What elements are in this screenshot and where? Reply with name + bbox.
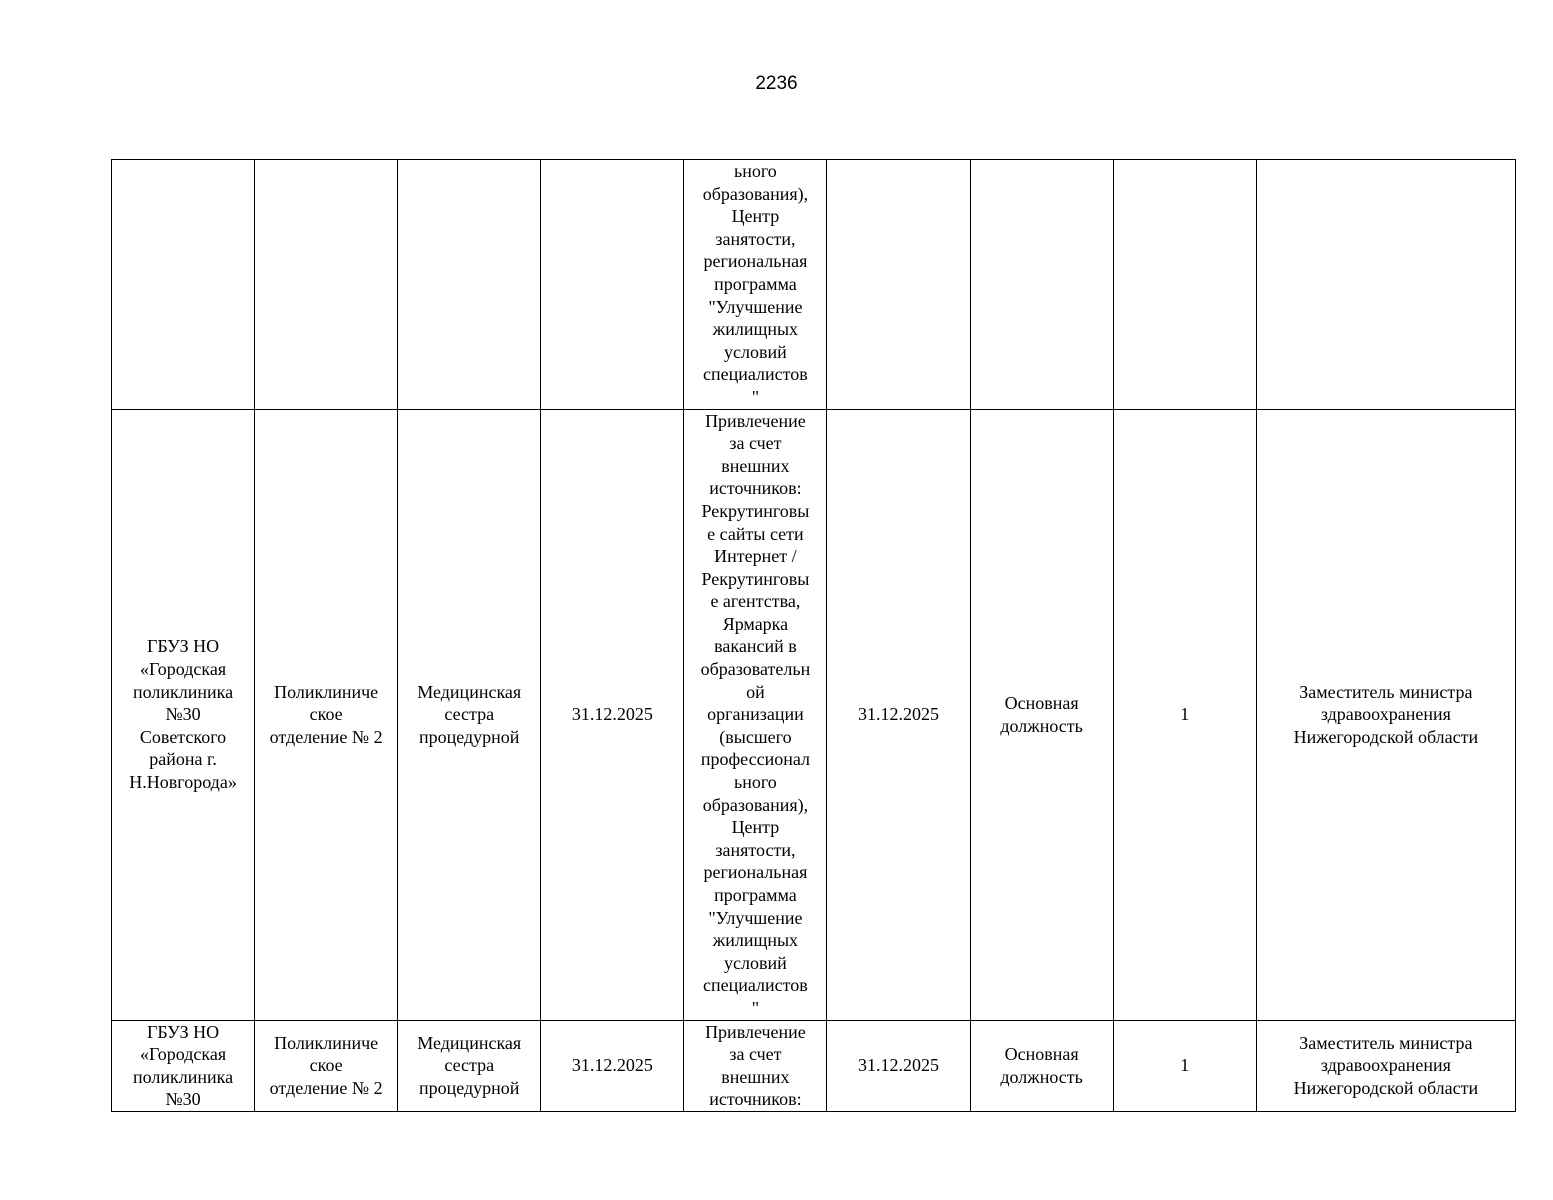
measures-cell: Привлечение за счет внешних источников: bbox=[684, 1020, 827, 1111]
employment-type-cell: Основная должность bbox=[970, 409, 1113, 1020]
organization-cell: ГБУЗ НО «Городская поликлиника №30 bbox=[112, 1020, 255, 1111]
date-start-cell: 31.12.2025 bbox=[541, 409, 684, 1020]
responsible-cell: Заместитель министра здравоохранения Нижегородской области bbox=[1256, 1020, 1515, 1111]
measures-cell: Привлечение за счет внешних источников: Рекрутинговы е сайты сети Интернет / Рекрутинговы е агентства, Ярмарка вакансий в образовательн ой организации (высшего профессионал ьного образования), Центр занятости, региональная программа "Улучшение жилищных условий специалистов " bbox=[684, 409, 827, 1020]
date-end-cell: 31.12.2025 bbox=[827, 409, 970, 1020]
date-start-cell: 31.12.2025 bbox=[541, 1020, 684, 1111]
position-cell: Медицинская сестра процедурной bbox=[398, 409, 541, 1020]
date-end-cell bbox=[827, 160, 970, 410]
responsible-cell: Заместитель министра здравоохранения Нижегородской области bbox=[1256, 409, 1515, 1020]
position-cell: Медицинская сестра процедурной bbox=[398, 1020, 541, 1111]
employment-type-cell bbox=[970, 160, 1113, 410]
table-row bbox=[112, 160, 1516, 410]
measures-cell: ьного образования), Центр занятости, региональная программа "Улучшение жилищных условий специалистов " bbox=[684, 160, 827, 410]
count-cell: 1 bbox=[1113, 409, 1256, 1020]
count-cell: 1 bbox=[1113, 1020, 1256, 1111]
position-cell bbox=[398, 160, 541, 410]
department-cell: Поликлиниче ское отделение № 2 bbox=[255, 1020, 398, 1111]
organization-cell: ГБУЗ НО «Городская поликлиника №30 Советского района г. Н.Новгорода» bbox=[112, 409, 255, 1020]
organization-cell bbox=[112, 160, 255, 410]
responsible-cell bbox=[1256, 160, 1515, 410]
employment-type-cell: Основная должность bbox=[970, 1020, 1113, 1111]
count-cell bbox=[1113, 160, 1256, 410]
page-number: 2236 bbox=[755, 73, 798, 94]
staffing-table bbox=[111, 159, 1516, 1112]
table-row bbox=[112, 1020, 1516, 1111]
department-cell bbox=[255, 160, 398, 410]
date-end-cell: 31.12.2025 bbox=[827, 1020, 970, 1111]
department-cell: Поликлиниче ское отделение № 2 bbox=[255, 409, 398, 1020]
table-row bbox=[112, 409, 1516, 1020]
date-start-cell bbox=[541, 160, 684, 410]
